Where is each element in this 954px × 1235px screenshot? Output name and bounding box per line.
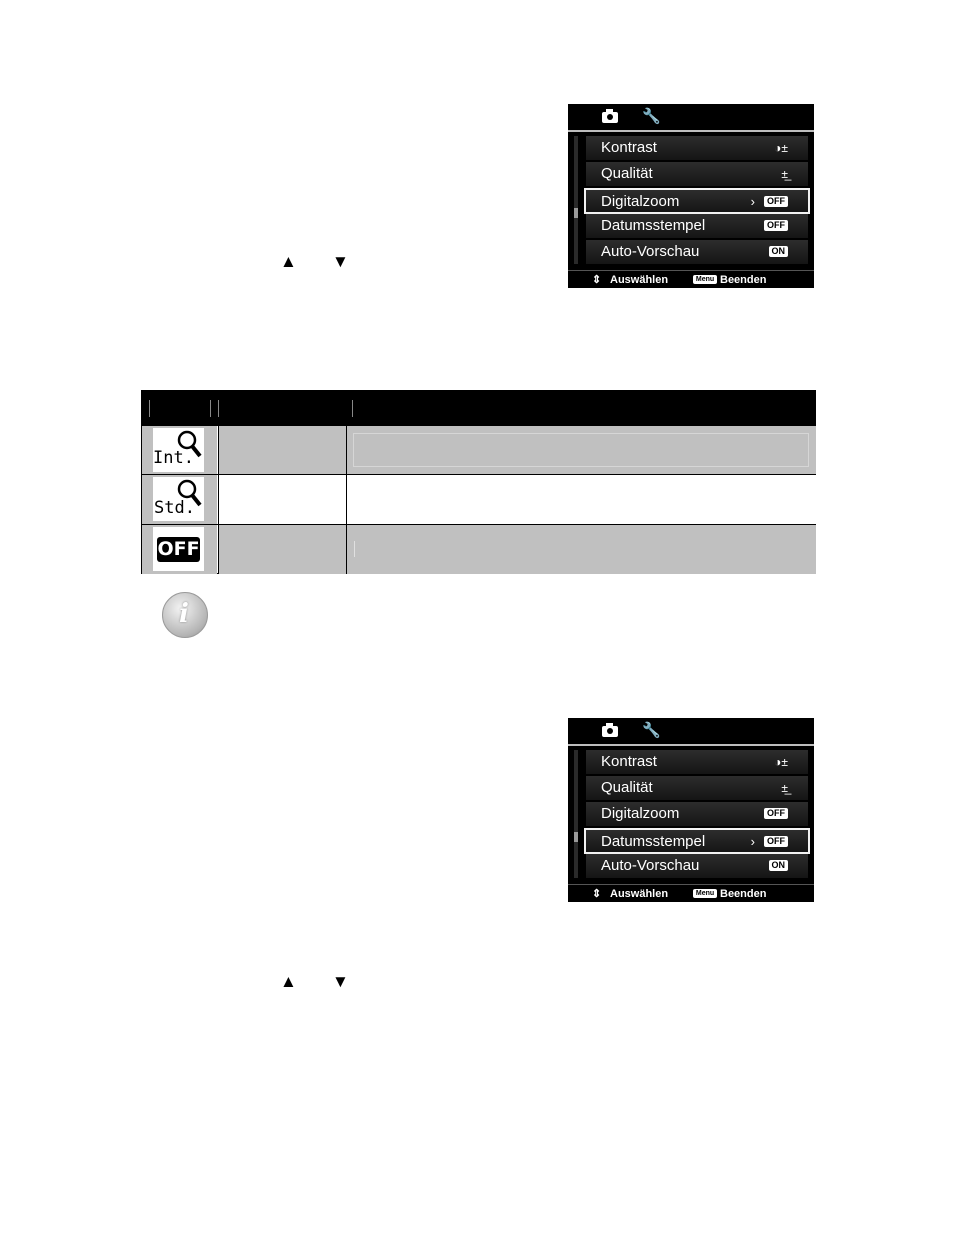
camera-menu-screen-2 (568, 718, 814, 902)
table-description-cell (346, 475, 816, 524)
text-cursor-mark (354, 541, 355, 557)
scrollbar-thumb[interactable] (574, 208, 578, 218)
magnifier-icon (175, 430, 203, 460)
menu-item-label: Digitalzoom (601, 805, 680, 822)
table-icon-cell (142, 426, 217, 474)
header-divider (352, 400, 353, 417)
menu-tab-bar (568, 104, 814, 132)
chevron-right-icon: › (750, 834, 755, 849)
camera-tab-icon[interactable] (602, 112, 618, 123)
magnifier-icon (175, 479, 203, 509)
quality-icon: ±̲ (781, 781, 788, 795)
off-badge: OFF (764, 808, 788, 819)
zoom-off-icon-cell (153, 527, 204, 571)
intelligent-zoom-icon (153, 428, 204, 472)
table-description-cell (346, 426, 816, 474)
menu-item-datumsstempel[interactable] (584, 828, 810, 854)
table-icon-cell (142, 525, 217, 574)
menu-item-label: Digitalzoom (601, 193, 680, 210)
menu-item-label: Datumsstempel (601, 217, 706, 234)
down-arrow-icon: ▼ (332, 252, 349, 271)
contrast-icon: ◑± (774, 141, 788, 155)
wrench-tab-icon[interactable]: 🔧 (642, 722, 661, 739)
table-name-cell (218, 525, 346, 574)
camera-menu-screen-1 (568, 104, 814, 288)
wrench-tab-icon[interactable]: 🔧 (642, 108, 661, 125)
chevron-right-icon: › (750, 194, 755, 209)
table-name-cell (218, 475, 346, 524)
menu-tab-bar (568, 718, 814, 746)
menu-item-qualitaet[interactable] (586, 162, 808, 186)
menu-item-label: Kontrast (601, 139, 657, 156)
table-name-cell (218, 426, 346, 474)
menu-footer (568, 270, 814, 288)
menu-item-label: Qualität (601, 165, 653, 182)
menu-item-digitalzoom[interactable] (584, 188, 810, 214)
scrollbar-thumb[interactable] (574, 832, 578, 842)
camera-tab-icon[interactable] (602, 726, 618, 737)
menu-item-label: Datumsstempel (601, 833, 706, 850)
menu-item-digitalzoom[interactable] (586, 802, 808, 826)
table-description-cell (346, 525, 816, 574)
footer-select-label: Auswählen (610, 888, 669, 900)
table-row (142, 524, 815, 574)
menu-item-auto-vorschau[interactable] (586, 240, 808, 264)
menu-item-kontrast[interactable] (586, 136, 808, 160)
table-row (142, 425, 815, 474)
off-badge: OFF (764, 220, 788, 231)
header-divider (210, 400, 211, 417)
menu-item-kontrast[interactable] (586, 750, 808, 774)
table-icon-cell (142, 475, 217, 524)
down-arrow-icon: ▼ (332, 972, 349, 991)
intelligent-zoom-icon-text: Int. (153, 448, 194, 468)
menu-item-label: Auto-Vorschau (601, 857, 700, 874)
menu-item-label: Qualität (601, 779, 653, 796)
menu-key-icon: Menu (693, 889, 717, 898)
on-badge: ON (769, 246, 789, 257)
on-badge: ON (769, 860, 789, 871)
table-row (142, 474, 815, 524)
up-down-arrows-icon: ⇕ (592, 888, 602, 900)
footer-select-label: Auswählen (610, 274, 669, 286)
menu-key-icon: Menu (693, 275, 717, 284)
standard-zoom-icon (153, 477, 204, 521)
menu-item-qualitaet[interactable] (586, 776, 808, 800)
quality-icon: ±̲ (781, 167, 788, 181)
menu-item-label: Auto-Vorschau (601, 243, 700, 260)
off-badge: OFF (764, 836, 788, 847)
menu-footer (568, 884, 814, 902)
scrollbar-track (574, 136, 578, 264)
up-arrow-icon: ▲ (280, 252, 297, 271)
description-box (353, 433, 809, 467)
off-badge: OFF (764, 196, 788, 207)
zoom-off-icon: OFF (157, 538, 200, 560)
table-header (142, 391, 815, 425)
menu-item-label: Kontrast (601, 753, 657, 770)
contrast-icon: ◑± (774, 755, 788, 769)
up-arrow-icon: ▲ (280, 972, 297, 991)
footer-exit-label: Beenden (720, 274, 767, 286)
up-down-arrows-icon: ⇕ (592, 274, 602, 286)
info-icon (162, 592, 208, 638)
digitalzoom-options-table (141, 390, 816, 574)
standard-zoom-icon-text: Std. (154, 498, 195, 518)
header-divider (218, 400, 219, 417)
info-icon-glyph: i (179, 599, 189, 629)
footer-exit-label: Beenden (720, 888, 767, 900)
menu-item-auto-vorschau[interactable] (586, 854, 808, 878)
menu-item-datumsstempel[interactable] (586, 214, 808, 238)
scrollbar-track (574, 750, 578, 878)
header-divider (149, 400, 150, 417)
